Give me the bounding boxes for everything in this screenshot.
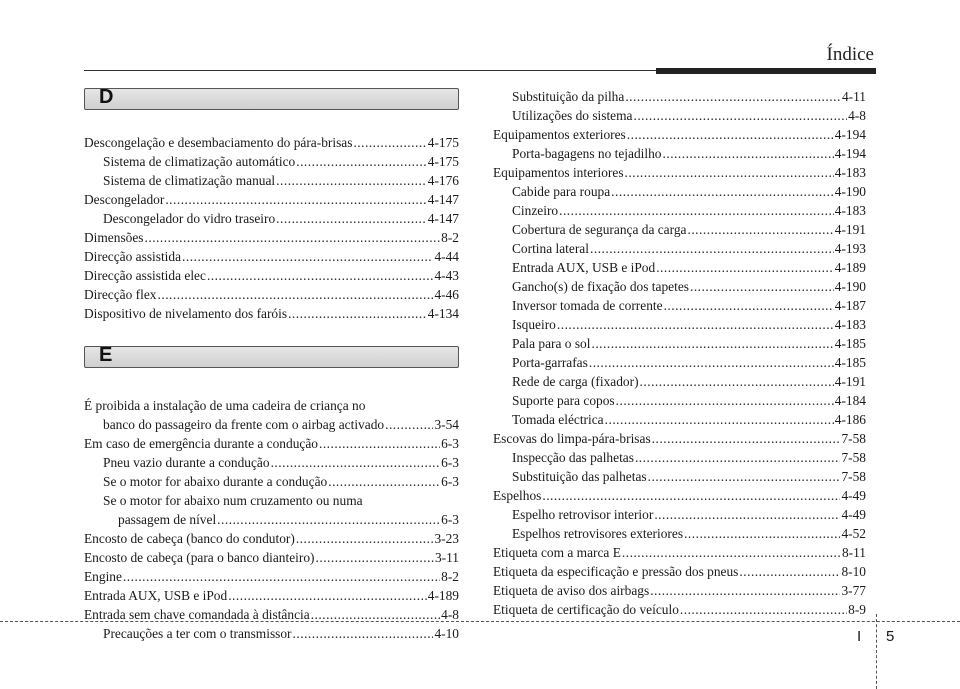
index-entry-page: 4-190: [834, 279, 866, 294]
index-entry-page: 4-187: [834, 298, 866, 313]
index-entry[interactable]: [493, 144, 866, 163]
index-entry-page: 4-185: [834, 355, 866, 370]
leader-dots: [557, 315, 834, 334]
index-entry-text: Cinzeiro: [512, 203, 559, 218]
index-entry-page: 4-175: [427, 135, 459, 150]
index-entry-page: 4-194: [834, 146, 866, 161]
index-entry-text: Cabide para roupa: [512, 184, 611, 199]
index-entry-page: 4-44: [434, 249, 459, 264]
index-entry[interactable]: [493, 391, 866, 410]
footer-page-number: 5: [886, 628, 895, 645]
leader-dots: [165, 190, 426, 209]
index-entry-text: Descongelador do vidro traseiro: [103, 211, 276, 226]
leader-dots: [276, 209, 427, 228]
index-entry-page: 4-52: [841, 526, 866, 541]
index-entry-page: 4-134: [427, 306, 459, 321]
index-entry-text: passagem de nível: [118, 512, 217, 527]
index-entry-page: 4-183: [834, 203, 866, 218]
leader-dots: [650, 581, 840, 600]
index-entry-text: Descongelador: [84, 192, 165, 207]
leader-dots: [627, 125, 834, 144]
section-letter-e-label: E: [99, 344, 113, 366]
index-entry[interactable]: [493, 315, 866, 334]
index-entry[interactable]: [493, 543, 866, 562]
leader-dots: [664, 296, 834, 315]
leader-dots: [158, 285, 434, 304]
index-entry[interactable]: [493, 448, 866, 467]
index-entry[interactable]: [84, 453, 459, 472]
index-entry[interactable]: Se o motor for abaixo num cruzamento ou numa: [103, 493, 363, 508]
index-entry-page: 7-58: [841, 450, 866, 465]
leader-dots: [605, 410, 834, 429]
index-entry-text: Etiqueta de aviso dos airbags: [493, 583, 650, 598]
index-entry[interactable]: [493, 334, 866, 353]
index-entry[interactable]: [84, 209, 459, 228]
index-entry-text: Gancho(s) de fixação dos tapetes: [512, 279, 689, 294]
index-entry[interactable]: [493, 562, 866, 581]
leader-dots: [684, 524, 840, 543]
index-entry-page: 6-3: [441, 512, 459, 527]
index-entry[interactable]: [493, 163, 866, 182]
footer-divider: [876, 614, 877, 689]
index-entry-page: 4-46: [434, 287, 459, 302]
index-entry-text: Etiqueta com a marca E: [493, 545, 621, 560]
index-entry-page: 8-10: [841, 564, 866, 579]
index-entry-text: Se o motor for abaixo durante a condução: [103, 474, 328, 489]
index-entry-text: Dimensões: [84, 230, 144, 245]
index-entry-page: 4-43: [434, 268, 459, 283]
header-title: Índice: [826, 44, 874, 65]
index-entry-page: 6-3: [441, 455, 459, 470]
index-entry[interactable]: [493, 486, 866, 505]
index-entry-text: Direcção assistida: [84, 249, 182, 264]
leader-dots: [288, 304, 427, 323]
index-entry-text: Descongelação e desembaciamento do pára-brisas: [84, 135, 353, 150]
index-entry-page: 4-11: [841, 89, 866, 104]
leader-dots: [276, 171, 427, 190]
leader-dots: [635, 448, 841, 467]
index-entry[interactable]: [493, 220, 866, 239]
index-entry-text: Cortina lateral: [512, 241, 589, 256]
index-entry-page: 4-185: [834, 336, 866, 351]
index-entry-page: 7-58: [841, 469, 866, 484]
index-entry-text: Porta-bagagens no tejadilho: [512, 146, 662, 161]
index-entry[interactable]: [493, 296, 866, 315]
index-entry-page: 4-183: [834, 317, 866, 332]
leader-dots: [319, 434, 440, 453]
index-entry[interactable]: [84, 548, 459, 567]
index-entry-text: Dispositivo de nivelamento dos faróis: [84, 306, 288, 321]
leader-dots: [589, 353, 834, 372]
index-entry-text: Porta-garrafas: [512, 355, 588, 370]
index-entry[interactable]: [493, 182, 866, 201]
leader-dots: [663, 144, 834, 163]
index-entry-text: Direcção flex: [84, 287, 157, 302]
index-entry-page: 7-58: [841, 431, 866, 446]
index-entry-text: Encosto de cabeça (banco do condutor): [84, 531, 295, 546]
index-entry[interactable]: [84, 285, 459, 304]
index-entry-text: Substituição das palhetas: [512, 469, 647, 484]
index-entry-text: Engine: [84, 569, 122, 584]
index-entry[interactable]: [84, 152, 459, 171]
index-entry-text: Utilizações do sistema: [512, 108, 633, 123]
leader-dots: [654, 505, 840, 524]
leader-dots: [217, 510, 440, 529]
leader-dots: [271, 453, 441, 472]
index-entry-page: 4-194: [834, 127, 866, 142]
index-entry-text: Isqueiro: [512, 317, 556, 332]
index-entry[interactable]: [84, 133, 459, 152]
index-entry[interactable]: [84, 434, 459, 453]
leader-dots: [690, 277, 834, 296]
index-entry-page: 4-147: [427, 192, 459, 207]
index-entry-page: 4-49: [841, 488, 866, 503]
index-entry-text: Entrada AUX, USB e iPod: [512, 260, 656, 275]
index-entry-page: 4-190: [834, 184, 866, 199]
leader-dots: [656, 258, 834, 277]
index-entry-page: 4-176: [427, 173, 459, 188]
index-entry-page: 3-54: [434, 417, 459, 432]
leader-dots: [316, 548, 434, 567]
index-entry[interactable]: [84, 567, 459, 586]
index-entry[interactable]: [84, 472, 459, 491]
leader-dots: [385, 415, 433, 434]
index-entry-page: 6-3: [441, 436, 459, 451]
index-entry[interactable]: [493, 277, 866, 296]
footer-section: I: [857, 628, 862, 645]
index-entry[interactable]: É proibida a instalação de uma cadeira de criança no: [84, 398, 366, 413]
index-entry-text: Tomada eléctrica: [512, 412, 604, 427]
index-entry-text: Inspecção das palhetas: [512, 450, 634, 465]
index-entry-page: 4-191: [834, 222, 866, 237]
index-entry-text: Sistema de climatização manual: [103, 173, 276, 188]
leader-dots: [633, 106, 847, 125]
leader-dots: [652, 429, 841, 448]
index-entry[interactable]: [493, 429, 866, 448]
index-entry-page: 4-49: [841, 507, 866, 522]
index-entry-page: 4-189: [834, 260, 866, 275]
index-entry-page: 8-11: [841, 545, 866, 560]
index-entry[interactable]: [84, 304, 459, 323]
index-entry[interactable]: [84, 624, 459, 643]
leader-dots: [687, 220, 833, 239]
index-entry[interactable]: [493, 372, 866, 391]
leader-dots: [591, 334, 833, 353]
leader-dots: [296, 152, 427, 171]
index-entry-text: Espelho retrovisor interior: [512, 507, 654, 522]
index-entry-text: Equipamentos interiores: [493, 165, 624, 180]
index-entry[interactable]: [84, 266, 459, 285]
leader-dots: [182, 247, 433, 266]
section-letter-e: [84, 346, 459, 368]
leader-dots: [293, 624, 434, 643]
leader-dots: [680, 600, 847, 619]
index-entry[interactable]: [493, 106, 866, 125]
index-entry-text: Direcção assistida elec: [84, 268, 206, 283]
section-letter-d: [84, 88, 459, 110]
index-entry[interactable]: [84, 586, 459, 605]
index-entry-page: 4-8: [848, 108, 866, 123]
index-entry[interactable]: [84, 529, 459, 548]
index-entry-page: 3-23: [434, 531, 459, 546]
index-entry[interactable]: [84, 171, 459, 190]
section-letter-d-label: D: [99, 86, 114, 108]
index-entry-text: Entrada AUX, USB e iPod: [84, 588, 228, 603]
right-column: [493, 87, 866, 619]
index-entry-text: Precauções a ter com o transmissor: [103, 626, 292, 641]
index-entry-page: 4-193: [834, 241, 866, 256]
index-entry[interactable]: [493, 600, 866, 619]
index-entry-text: Entrada sem chave comandada à distância: [84, 607, 310, 622]
index-entry-text: Equipamentos exteriores: [493, 127, 626, 142]
index-entry-text: Substituição da pilha: [512, 89, 625, 104]
index-entry-page: 3-11: [434, 550, 459, 565]
index-entry[interactable]: [84, 247, 459, 266]
index-entry[interactable]: [493, 410, 866, 429]
index-entry-page: 4-186: [834, 412, 866, 427]
index-entry-page: 4-189: [427, 588, 459, 603]
index-entry-text: Sistema de climatização automático: [103, 154, 296, 169]
index-entry-page: 6-3: [441, 474, 459, 489]
index-entry-text: Cobertura de segurança da carga: [512, 222, 687, 237]
leader-dots: [622, 543, 841, 562]
index-entry[interactable]: [493, 524, 866, 543]
footer-rule: [0, 621, 960, 622]
index-entry-page: 4-175: [427, 154, 459, 169]
index-list-d: [84, 133, 459, 323]
left-column: [84, 88, 459, 643]
index-entry-text: Etiqueta de certificação do veículo: [493, 602, 679, 617]
index-entry-text: banco do passageiro da frente com o airbag activado: [103, 417, 385, 432]
index-entry[interactable]: [493, 581, 866, 600]
index-entry-continuation[interactable]: [84, 510, 459, 529]
index-entry[interactable]: [493, 258, 866, 277]
index-entry-page: 4-183: [834, 165, 866, 180]
index-entry-text: Em caso de emergência durante a condução: [84, 436, 318, 451]
index-entry-page: 4-147: [427, 211, 459, 226]
leader-dots: [616, 391, 834, 410]
leader-dots: [739, 562, 840, 581]
index-entry[interactable]: [84, 228, 459, 247]
leader-dots: [648, 467, 841, 486]
index-entry-text: Espelhos: [493, 488, 542, 503]
index-entry-text: Pneu vazio durante a condução: [103, 455, 270, 470]
index-entry[interactable]: [493, 239, 866, 258]
leader-dots: [228, 586, 427, 605]
index-entry-text: Suporte para copos: [512, 393, 615, 408]
index-entry-page: 4-191: [834, 374, 866, 389]
leader-dots: [353, 133, 426, 152]
index-entry[interactable]: [493, 505, 866, 524]
leader-dots: [625, 163, 834, 182]
index-entry-page: 8-2: [441, 569, 459, 584]
leader-dots: [145, 228, 441, 247]
index-entry[interactable]: [493, 87, 866, 106]
index-entry[interactable]: [493, 353, 866, 372]
index-entry-page: 4-10: [434, 626, 459, 641]
index-entry-continuation[interactable]: [84, 415, 459, 434]
header-accent-bar: [656, 68, 876, 74]
index-entry-text: Inversor tomada de corrente: [512, 298, 663, 313]
index-entry-page: 4-184: [834, 393, 866, 408]
index-entry[interactable]: [493, 467, 866, 486]
leader-dots: [559, 201, 834, 220]
leader-dots: [207, 266, 434, 285]
leader-dots: [625, 87, 841, 106]
leader-dots: [542, 486, 840, 505]
leader-dots: [640, 372, 834, 391]
leader-dots: [611, 182, 834, 201]
index-entry-text: Encosto de cabeça (para o banco dianteiro): [84, 550, 315, 565]
index-entry-page: 8-9: [848, 602, 866, 617]
leader-dots: [328, 472, 440, 491]
leader-dots: [296, 529, 434, 548]
index-entry-text: Espelhos retrovisores exteriores: [512, 526, 684, 541]
index-entry-text: Pala para o sol: [512, 336, 591, 351]
index-list-e: [84, 396, 459, 643]
index-entry-text: Etiqueta da especificação e pressão dos pneus: [493, 564, 739, 579]
index-entry-text: Rede de carga (fixador): [512, 374, 639, 389]
index-entry[interactable]: [84, 190, 459, 209]
leader-dots: [590, 239, 834, 258]
index-entry-page: 8-2: [441, 230, 459, 245]
leader-dots: [123, 567, 440, 586]
index-entry-page: 3-77: [841, 583, 866, 598]
index-entry-text: Escovas do limpa-pára-brisas: [493, 431, 651, 446]
index-entry[interactable]: [493, 125, 866, 144]
index-entry-page: 4-8: [441, 607, 459, 622]
index-entry[interactable]: [493, 201, 866, 220]
